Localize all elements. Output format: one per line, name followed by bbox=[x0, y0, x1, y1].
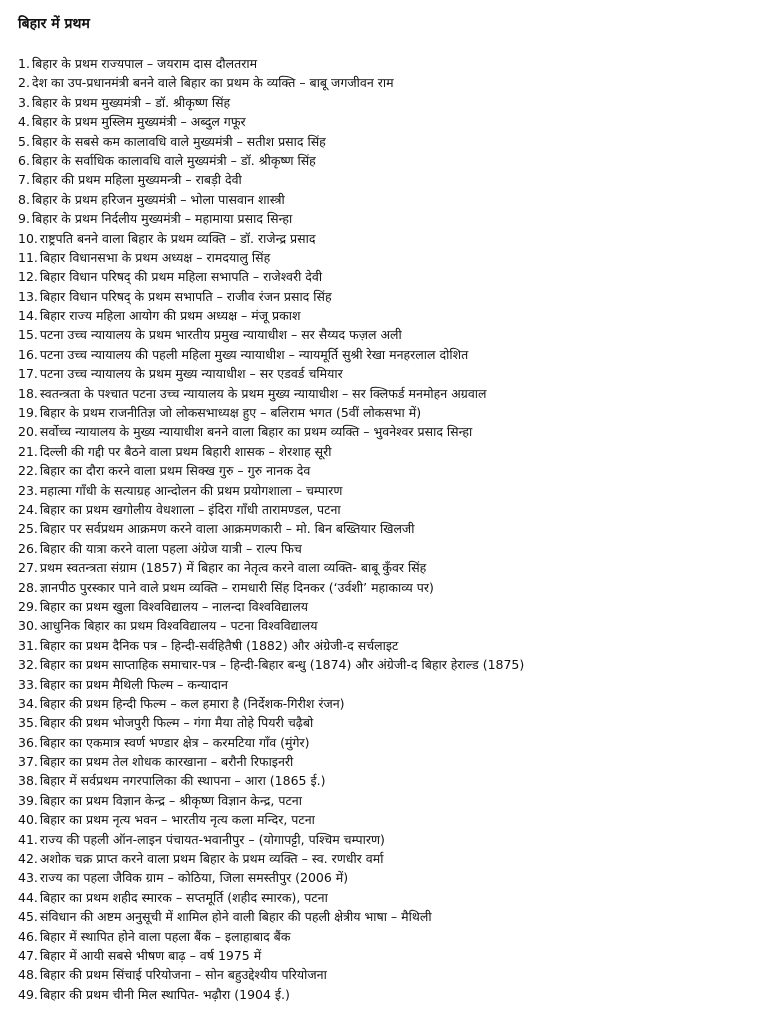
list-item-text: बिहार के सर्वाधिक कालावधि वाले मुख्यमंत्री – डॉ. श्रीकृष्ण सिंह bbox=[31, 152, 316, 168]
list-item-number: 26. bbox=[18, 540, 38, 556]
list-item bbox=[18, 461, 758, 480]
list-item-number: 7. bbox=[18, 172, 30, 188]
list-item bbox=[18, 985, 758, 1004]
document-page bbox=[18, 14, 758, 1004]
list-item-text: पटना उच्च न्यायालय की पहली महिला मुख्य न्यायाधीश – न्यायमूर्ति सुश्री रेखा मनहरलाल दोशित bbox=[39, 346, 469, 362]
list-item bbox=[18, 539, 758, 558]
list-item bbox=[18, 927, 758, 946]
list-item bbox=[18, 655, 758, 674]
list-item-number: 44. bbox=[18, 889, 38, 905]
list-item-text: बिहार का प्रथम मैथिली फिल्म – कन्यादान bbox=[39, 676, 228, 692]
list-item-text: बिहार का प्रथम विज्ञान केन्द्र – श्रीकृष्ण विज्ञान केन्द्र, पटना bbox=[39, 792, 302, 808]
list-item-number: 21. bbox=[18, 443, 38, 459]
list-item-number: 15. bbox=[18, 327, 38, 343]
list-item-text: दिल्ली की गद्दी पर बैठने वाला प्रथम बिहारी शासक – शेरशाह सूरी bbox=[39, 443, 332, 459]
list-item-number: 2. bbox=[18, 75, 30, 91]
list-item bbox=[18, 267, 758, 286]
list-item-number: 32. bbox=[18, 657, 38, 673]
list-item bbox=[18, 151, 758, 170]
list-item bbox=[18, 403, 758, 422]
list-item bbox=[18, 868, 758, 887]
list-item-number: 6. bbox=[18, 152, 30, 168]
list-item-number: 12. bbox=[18, 269, 38, 285]
list-item bbox=[18, 965, 758, 984]
list-item-text: बिहार में आयी सबसे भीषण बाढ़ – वर्ष 1975 में bbox=[39, 947, 262, 963]
list-item-number: 40. bbox=[18, 812, 38, 828]
list-item bbox=[18, 481, 758, 500]
list-item-number: 3. bbox=[18, 94, 30, 110]
list-item bbox=[18, 578, 758, 597]
list-item-number: 4. bbox=[18, 114, 30, 130]
list-item-text: देश का उप-प्रधानमंत्री बनने वाले बिहार का प्रथम के व्यक्ति – बाबू जगजीवन राम bbox=[31, 75, 394, 91]
list-item-text: बिहार पर सर्वप्रथम आक्रमण करने वाला आक्रमणकारी – मो. बिन बख्तियार खिलजी bbox=[39, 521, 415, 537]
list-item bbox=[18, 384, 758, 403]
list-item-text: बिहार के प्रथम हरिजन मुख्यमंत्री – भोला पासवान शास्त्री bbox=[31, 191, 285, 207]
list-item-text: बिहार के प्रथम राजनीतिज्ञ जो लोकसभाध्यक्ष हुए – बलिराम भगत (5वीं लोकसभा में) bbox=[39, 405, 422, 421]
list-item-text: बिहार के सबसे कम कालावधि वाले मुख्यमंत्री – सतीश प्रसाद सिंह bbox=[31, 133, 326, 149]
list-item bbox=[18, 229, 758, 248]
list-item-text: बिहार राज्य महिला आयोग की प्रथम अध्यक्ष – मंजू प्रकाश bbox=[39, 308, 301, 324]
list-item-text: बिहार में सर्वप्रथम नगरपालिका की स्थापना – आरा (1865 ई.) bbox=[39, 773, 326, 789]
page-title: बिहार में प्रथम bbox=[18, 16, 90, 32]
list-item-number: 28. bbox=[18, 579, 38, 595]
list-item-number: 39. bbox=[18, 792, 38, 808]
list-item-text: बिहार के प्रथम मुस्लिम मुख्यमंत्री – अब्दुल गफूर bbox=[31, 114, 246, 130]
list-item-number: 24. bbox=[18, 501, 38, 517]
list-item bbox=[18, 849, 758, 868]
list-item-text: महात्मा गाँधी के सत्याग्रह आन्दोलन की प्रथम प्रयोगशाला – चम्पारण bbox=[39, 482, 343, 498]
list-item-text: बिहार का एकमात्र स्वर्ण भण्डार क्षेत्र – करमटिया गाँव (मुंगेर) bbox=[39, 734, 310, 750]
list-item-text: बिहार का प्रथम नृत्य भवन – भारतीय नृत्य कला मन्दिर, पटना bbox=[39, 812, 315, 828]
list-item bbox=[18, 190, 758, 209]
list-item-text: बिहार की प्रथम हिन्दी फिल्म – कल हमारा है (निर्देशक-गिरीश रंजन) bbox=[39, 695, 345, 711]
list-item-text: बिहार का दौरा करने वाला प्रथम सिक्ख गुरु – गुरु नानक देव bbox=[39, 463, 311, 479]
list-item bbox=[18, 830, 758, 849]
list-item bbox=[18, 93, 758, 112]
list-item bbox=[18, 209, 758, 228]
list-item-number: 34. bbox=[18, 695, 38, 711]
list-item bbox=[18, 558, 758, 577]
list-item-number: 33. bbox=[18, 676, 38, 692]
list-item-number: 17. bbox=[18, 366, 38, 382]
list-item-number: 14. bbox=[18, 308, 38, 324]
list-item bbox=[18, 112, 758, 131]
list-item-number: 8. bbox=[18, 191, 30, 207]
list-item bbox=[18, 888, 758, 907]
list-item bbox=[18, 519, 758, 538]
list-item-text: बिहार विधानसभा के प्रथम अध्यक्ष – रामदयालु सिंह bbox=[39, 249, 271, 265]
list-item bbox=[18, 364, 758, 383]
list-item-text: बिहार विधान परिषद् की प्रथम महिला सभापति – राजेश्वरी देवी bbox=[39, 269, 323, 285]
list-item-number: 10. bbox=[18, 230, 38, 246]
list-item-number: 48. bbox=[18, 967, 38, 983]
list-item bbox=[18, 713, 758, 732]
list-item-number: 9. bbox=[18, 211, 30, 227]
list-item-number: 19. bbox=[18, 405, 38, 421]
list-item-number: 22. bbox=[18, 463, 38, 479]
list-item bbox=[18, 132, 758, 151]
list-item-number: 13. bbox=[18, 288, 38, 304]
list-item-number: 5. bbox=[18, 133, 30, 149]
list-item-text: बिहार में स्थापित होने वाला पहला बैंक – इलाहाबाद बैंक bbox=[39, 928, 291, 944]
list-item bbox=[18, 287, 758, 306]
fact-list bbox=[18, 54, 758, 1004]
list-item bbox=[18, 752, 758, 771]
list-item-text: ज्ञानपीठ पुरस्कार पाने वाले प्रथम व्यक्ति – रामधारी सिंह दिनकर (‘उर्वशी’ महाकाव्य पर) bbox=[39, 579, 434, 595]
list-item-text: बिहार की यात्रा करने वाला पहला अंग्रेज यात्री – राल्प फिच bbox=[39, 540, 302, 556]
list-item-text: पटना उच्च न्यायालय के प्रथम मुख्य न्यायाधीश – सर एडवर्ड चमियार bbox=[39, 366, 343, 382]
list-item-text: बिहार का प्रथम साप्ताहिक समाचार-पत्र – हिन्दी-बिहार बन्धु (1874) और अंग्रेजी-द बिहार हेराल्ड (1875) bbox=[39, 657, 525, 673]
list-item-text: बिहार का प्रथम खुला विश्वविद्यालय – नालन्दा विश्वविद्यालय bbox=[39, 598, 309, 614]
list-item bbox=[18, 248, 758, 267]
list-item bbox=[18, 170, 758, 189]
list-item bbox=[18, 791, 758, 810]
list-item-number: 11. bbox=[18, 249, 38, 265]
list-item-number: 45. bbox=[18, 909, 38, 925]
list-item bbox=[18, 54, 758, 73]
list-item-number: 30. bbox=[18, 618, 38, 634]
list-item-text: बिहार विधान परिषद् के प्रथम सभापति – राजीव रंजन प्रसाद सिंह bbox=[39, 288, 332, 304]
list-item-number: 43. bbox=[18, 870, 38, 886]
list-item bbox=[18, 946, 758, 965]
list-item-number: 16. bbox=[18, 346, 38, 362]
list-item bbox=[18, 907, 758, 926]
list-item-number: 23. bbox=[18, 482, 38, 498]
list-item-text: बिहार की प्रथम भोजपुरी फिल्म – गंगा मैया तोहे पियरी चढ़ैबो bbox=[39, 715, 314, 731]
list-item-number: 20. bbox=[18, 424, 38, 440]
list-item-text: बिहार के प्रथम निर्दलीय मुख्यमंत्री – महामाया प्रसाद सिन्हा bbox=[31, 211, 293, 227]
list-item bbox=[18, 500, 758, 519]
list-item-number: 41. bbox=[18, 831, 38, 847]
list-item bbox=[18, 325, 758, 344]
list-item bbox=[18, 345, 758, 364]
list-item bbox=[18, 810, 758, 829]
list-item-number: 31. bbox=[18, 637, 38, 653]
list-item-number: 18. bbox=[18, 385, 38, 401]
list-item-text: बिहार का प्रथम खगोलीय वेधशाला – इंदिरा गाँधी तारामण्डल, पटना bbox=[39, 501, 341, 517]
list-item-text: बिहार का प्रथम तेल शोधक कारखाना – बरौनी रिफाइनरी bbox=[39, 754, 294, 770]
list-item bbox=[18, 597, 758, 616]
list-item bbox=[18, 694, 758, 713]
list-item-text: अशोक चक्र प्राप्त करने वाला प्रथम बिहार के प्रथम व्यक्ति – स्व. रणधीर वर्मा bbox=[39, 851, 384, 867]
list-item-text: राज्य की पहली ऑन-लाइन पंचायत-भवानीपुर – (योगापट्टी, पश्चिम चम्पारण) bbox=[39, 831, 385, 847]
list-item-text: आधुनिक बिहार का प्रथम विश्वविद्यालय – पटना विश्वविद्यालय bbox=[39, 618, 318, 634]
list-item-text: बिहार की प्रथम चीनी मिल स्थापित- भढ़ौरा (1904 ई.) bbox=[39, 986, 290, 1002]
list-item bbox=[18, 636, 758, 655]
list-item-number: 37. bbox=[18, 754, 38, 770]
list-item bbox=[18, 771, 758, 790]
list-item-number: 42. bbox=[18, 851, 38, 867]
list-item bbox=[18, 73, 758, 92]
list-item-text: राष्ट्रपति बनने वाला बिहार के प्रथम व्यक्ति – डॉ. राजेन्द्र प्रसाद bbox=[39, 230, 316, 246]
list-item-text: प्रथम स्वतन्त्रता संग्राम (1857) में बिहार का नेतृत्व करने वाला व्यक्ति- बाबू कुँवर सिंह bbox=[39, 560, 427, 576]
list-item-text: पटना उच्च न्यायालय के प्रथम भारतीय प्रमुख न्यायाधीश – सर सैय्यद फज़ल अली bbox=[39, 327, 402, 343]
list-item bbox=[18, 422, 758, 441]
list-item-number: 49. bbox=[18, 986, 38, 1002]
list-item-number: 47. bbox=[18, 947, 38, 963]
list-item-text: बिहार के प्रथम राज्यपाल – जयराम दास दौलतराम bbox=[31, 56, 258, 71]
list-item bbox=[18, 733, 758, 752]
list-item bbox=[18, 442, 758, 461]
list-item-number: 1. bbox=[18, 56, 30, 71]
list-item bbox=[18, 675, 758, 694]
list-item-number: 35. bbox=[18, 715, 38, 731]
list-item-text: बिहार की प्रथम महिला मुख्यमन्त्री – राबड़ी देवी bbox=[31, 172, 242, 188]
list-item-text: बिहार की प्रथम सिंचाई परियोजना – सोन बहुउद्देश्यीय परियोजना bbox=[39, 967, 327, 983]
list-item bbox=[18, 306, 758, 325]
list-item bbox=[18, 616, 758, 635]
list-item-text: बिहार का प्रथम दैनिक पत्र – हिन्दी-सर्वहितैषी (1882) और अंग्रेजी-द सर्चलाइट bbox=[39, 637, 399, 653]
list-item-text: स्वतन्त्रता के पश्चात पटना उच्च न्यायालय के प्रथम मुख्य न्यायाधीश – सर क्लिफर्ड मनमोहन अग्रवाल bbox=[39, 385, 487, 401]
list-item-number: 29. bbox=[18, 598, 38, 614]
list-item-number: 27. bbox=[18, 560, 38, 576]
list-item-number: 38. bbox=[18, 773, 38, 789]
list-item-text: संविधान की अष्टम अनुसूची में शामिल होने वाली बिहार की पहली क्षेत्रीय भाषा – मैथिली bbox=[39, 909, 432, 925]
list-item-number: 25. bbox=[18, 521, 38, 537]
list-item-text: सर्वोच्च न्यायालय के मुख्य न्यायाधीश बनने वाला बिहार का प्रथम व्यक्ति – भुवनेश्वर प्रसाद सिन्हा bbox=[39, 424, 473, 440]
list-item-text: बिहार का प्रथम शहीद स्मारक – सप्तमूर्ति (शहीद स्मारक), पटना bbox=[39, 889, 328, 905]
list-item-text: बिहार के प्रथम मुख्यमंत्री – डॉ. श्रीकृष्ण सिंह bbox=[31, 94, 231, 110]
list-item-text: राज्य का पहला जैविक ग्राम – कोठिया, जिला समस्तीपुर (2006 में) bbox=[39, 870, 349, 886]
list-item-number: 46. bbox=[18, 928, 38, 944]
list-item-number: 36. bbox=[18, 734, 38, 750]
